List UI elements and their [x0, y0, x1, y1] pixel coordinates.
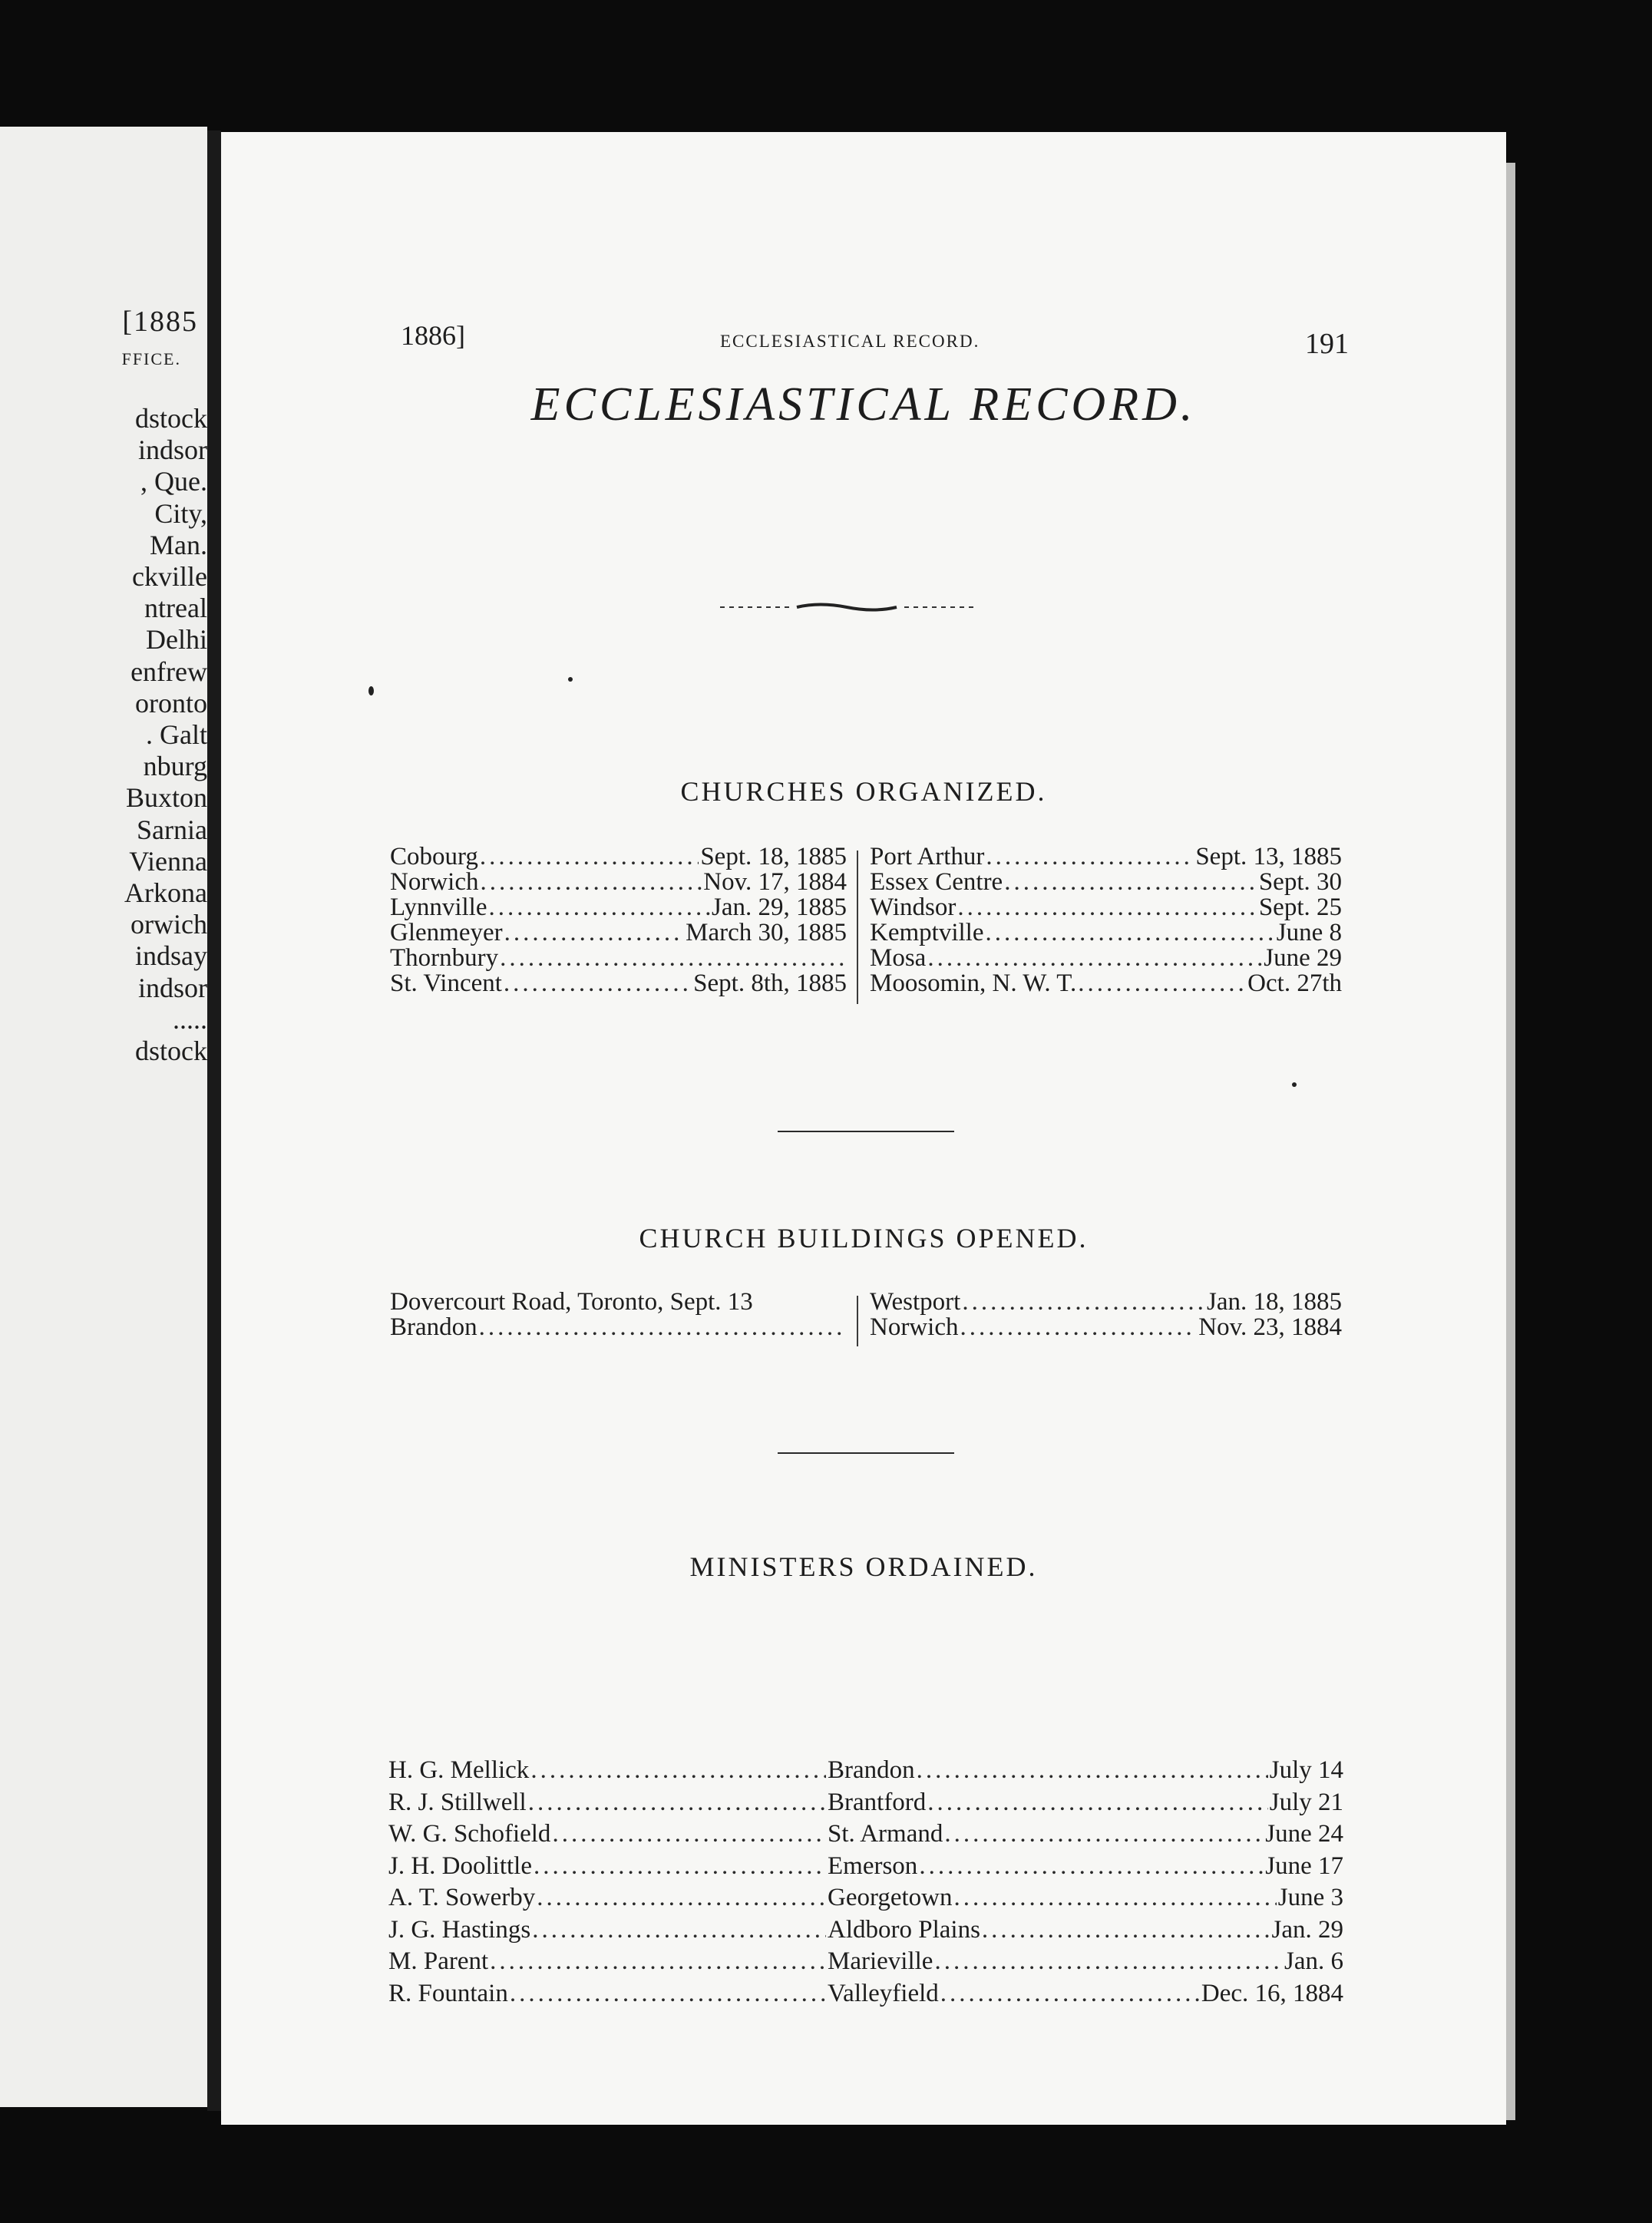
entry-name: Brandon	[390, 1313, 477, 1341]
minister-cell	[388, 1914, 828, 1947]
entry-date: Sept. 18, 1885	[700, 843, 847, 870]
table-row	[388, 1946, 1343, 1978]
minister-name: J. G. Hastings	[388, 1915, 531, 1944]
dot-leader	[490, 1946, 826, 1978]
entry-name: Norwich	[870, 1313, 959, 1341]
minister-name: A. T. Sowerby	[388, 1884, 536, 1911]
left-page-place: City,	[154, 497, 207, 529]
column-rule	[857, 1296, 858, 1346]
table-row	[390, 1315, 847, 1340]
entry-name: Lynnville	[390, 893, 487, 921]
ministers-ordained-heading: MINISTERS ORDAINED.	[689, 1551, 1038, 1582]
column-rule	[857, 851, 858, 1004]
ordination-place: Marieville	[828, 1947, 933, 1975]
print-speck	[368, 686, 374, 695]
entry-date: Sept. 30	[1258, 868, 1342, 896]
table-row	[870, 844, 1342, 870]
left-page-place: .....	[173, 1003, 207, 1035]
table-row	[390, 971, 847, 996]
entry-name: Mosa	[870, 944, 927, 972]
entry-date: Sept. 8th, 1885	[693, 969, 847, 997]
dot-leader	[1078, 971, 1246, 996]
dot-leader	[960, 1315, 1197, 1340]
running-header-year: 1886]	[401, 320, 465, 351]
table-row	[390, 920, 847, 946]
table-row	[870, 1315, 1342, 1340]
place-cell	[828, 1818, 1343, 1851]
ordination-place: Brandon	[828, 1756, 915, 1784]
entry-name: Port Arthur	[870, 843, 985, 870]
ordination-date: June 3	[1277, 1884, 1343, 1911]
place-cell	[828, 1882, 1343, 1914]
ordination-date: July 21	[1269, 1788, 1343, 1816]
place-cell	[828, 1978, 1343, 2010]
ordination-place: Valleyfield	[828, 1979, 939, 2007]
print-speck	[568, 677, 573, 682]
churches-organized-table	[390, 844, 1342, 1036]
entry-name: Moosomin, N. W. T.	[870, 969, 1077, 997]
section-separator	[778, 1131, 954, 1132]
print-speck	[1292, 1082, 1297, 1087]
ordination-place: Georgetown	[828, 1884, 953, 1911]
dot-leader	[489, 895, 711, 920]
table-row	[870, 946, 1342, 971]
entry-date: Oct. 27th	[1247, 969, 1342, 997]
entry-name: Essex Centre	[870, 868, 1003, 896]
entry-date: June 29	[1264, 944, 1342, 972]
place-cell	[828, 1787, 1343, 1819]
dot-leader	[480, 844, 699, 870]
page-number: 191	[1305, 328, 1349, 360]
page-title: ECCLESIASTICAL RECORD.	[530, 378, 1197, 431]
left-page-place: nburg	[143, 751, 207, 782]
table-row	[390, 895, 847, 920]
entry-date: Jan. 18, 1885	[1207, 1288, 1342, 1316]
right-page	[221, 132, 1506, 2125]
dot-leader	[510, 1978, 826, 2010]
entry-date: March 30, 1885	[686, 919, 847, 946]
dot-leader	[944, 1818, 1264, 1851]
entry-name: St. Vincent	[390, 969, 502, 997]
table-row	[388, 1818, 1343, 1851]
dot-leader	[927, 1787, 1267, 1819]
left-page-place: ckville	[132, 561, 207, 593]
left-page-place: orwich	[131, 909, 207, 940]
left-page-place: ntreal	[144, 593, 207, 624]
entry-name: Westport	[870, 1288, 961, 1316]
dot-leader	[957, 895, 1257, 920]
church-buildings-opened-heading: CHURCH BUILDINGS OPENED.	[639, 1223, 1089, 1254]
table-row	[870, 870, 1342, 895]
left-page-place: . Galt	[146, 719, 207, 751]
book-gutter	[207, 130, 221, 2111]
left-page-place: Sarnia	[137, 814, 207, 845]
place-cell	[828, 1946, 1343, 1978]
table-row	[390, 870, 847, 895]
ordination-date: Jan. 29	[1271, 1915, 1343, 1944]
church-buildings-left-column	[390, 1290, 847, 1340]
ordination-date: Jan. 6	[1284, 1947, 1343, 1975]
left-page-place: dstock	[135, 1036, 207, 1067]
left-facing-page	[0, 127, 207, 2107]
table-row	[388, 1851, 1343, 1883]
dot-leader	[917, 1755, 1268, 1787]
ordination-date: Dec. 16, 1884	[1201, 1979, 1343, 2007]
entry-name: Thornbury	[390, 944, 499, 972]
running-header-title: ECCLESIASTICAL RECORD.	[720, 332, 980, 351]
left-page-place: enfrew	[131, 656, 207, 687]
ordination-place: Emerson	[828, 1851, 918, 1880]
minister-name: H. G. Mellick	[388, 1756, 530, 1784]
dot-leader	[537, 1882, 826, 1914]
table-row	[390, 844, 847, 870]
table-row	[390, 1290, 847, 1315]
entry-name: Kemptville	[870, 919, 984, 946]
table-row	[390, 946, 847, 971]
page-edge	[1506, 163, 1515, 2120]
left-page-place: Man.	[150, 529, 207, 560]
entry-name: Cobourg	[390, 843, 478, 870]
left-page-column-label: FFICE.	[121, 349, 181, 368]
minister-name: R. Fountain	[388, 1979, 508, 2007]
left-page-place: indsor	[138, 434, 207, 466]
entry-name: Windsor	[870, 893, 957, 921]
left-page-header: [1885	[122, 306, 198, 338]
place-cell	[828, 1914, 1343, 1947]
dot-leader	[962, 1290, 1205, 1315]
ordination-date: June 24	[1265, 1820, 1343, 1848]
ministers-ordained-table	[388, 1755, 1343, 2010]
dot-leader	[1004, 870, 1257, 895]
table-row	[388, 1882, 1343, 1914]
section-separator	[778, 1452, 954, 1454]
dot-leader	[934, 1946, 1283, 1978]
ornament-divider	[720, 602, 973, 613]
minister-cell	[388, 1978, 828, 2010]
table-row	[870, 895, 1342, 920]
dot-leader	[954, 1882, 1277, 1914]
dot-leader	[986, 844, 1194, 870]
entry-date: Sept. 13, 1885	[1195, 843, 1342, 870]
entry-date: June 8	[1276, 919, 1342, 946]
left-page-place: dstock	[135, 403, 207, 434]
dot-leader	[530, 1755, 826, 1787]
left-page-places-list	[124, 403, 207, 1067]
minister-cell	[388, 1787, 828, 1819]
dot-leader	[927, 946, 1262, 971]
ordination-date: June 17	[1265, 1851, 1343, 1880]
left-page-place: indsay	[135, 940, 207, 972]
minister-cell	[388, 1882, 828, 1914]
left-page-place: Buxton	[125, 782, 207, 814]
church-buildings-opened-table	[390, 1290, 1342, 1359]
table-row	[388, 1755, 1343, 1787]
minister-name: J. H. Doolittle	[388, 1851, 532, 1880]
dot-leader	[528, 1787, 826, 1819]
entry-name: Glenmeyer	[390, 919, 503, 946]
table-row	[388, 1787, 1343, 1819]
entry-name: Dovercourt Road, Toronto, Sept. 13	[390, 1288, 753, 1316]
dot-leader	[985, 920, 1274, 946]
ordination-place: Brantford	[828, 1788, 927, 1816]
minister-cell	[388, 1755, 828, 1787]
left-page-place: Arkona	[124, 877, 207, 909]
entry-date: Jan. 29, 1885	[712, 893, 847, 921]
dot-leader	[552, 1818, 826, 1851]
minister-name: R. J. Stillwell	[388, 1788, 527, 1816]
table-row	[388, 1978, 1343, 2010]
dot-leader	[532, 1914, 826, 1947]
minister-name: W. G. Schofield	[388, 1820, 551, 1848]
dot-leader	[480, 870, 702, 895]
table-row	[870, 971, 1342, 996]
dot-leader	[534, 1851, 826, 1883]
church-buildings-right-column	[870, 1290, 1342, 1340]
dot-leader	[479, 1315, 845, 1340]
table-row	[870, 1290, 1342, 1315]
dot-leader	[504, 920, 685, 946]
left-page-place: Delhi	[146, 624, 207, 656]
entry-date: Nov. 17, 1884	[703, 868, 847, 896]
place-cell	[828, 1755, 1343, 1787]
dot-leader	[940, 1978, 1200, 2010]
table-row	[870, 920, 1342, 946]
minister-cell	[388, 1818, 828, 1851]
dot-leader	[982, 1914, 1270, 1947]
left-page-place: indsor	[138, 972, 207, 1003]
entry-name: Norwich	[390, 868, 479, 896]
dot-leader	[504, 971, 692, 996]
churches-organized-heading: CHURCHES ORGANIZED.	[680, 776, 1047, 807]
entry-date: Nov. 23, 1884	[1198, 1313, 1342, 1341]
churches-organized-right-column	[870, 844, 1342, 996]
table-row	[388, 1914, 1343, 1947]
ordination-place: Aldboro Plains	[828, 1915, 980, 1944]
churches-organized-left-column	[390, 844, 847, 996]
left-page-place: Vienna	[129, 845, 207, 877]
minister-cell	[388, 1851, 828, 1883]
minister-name: M. Parent	[388, 1947, 489, 1975]
ordination-date: July 14	[1269, 1756, 1343, 1784]
minister-cell	[388, 1946, 828, 1978]
dot-leader	[500, 946, 845, 971]
ordination-place: St. Armand	[828, 1820, 943, 1848]
left-page-place: oronto	[135, 687, 207, 718]
entry-date: Sept. 25	[1258, 893, 1342, 921]
left-page-place: , Que.	[140, 466, 207, 497]
place-cell	[828, 1851, 1343, 1883]
dot-leader	[919, 1851, 1264, 1883]
